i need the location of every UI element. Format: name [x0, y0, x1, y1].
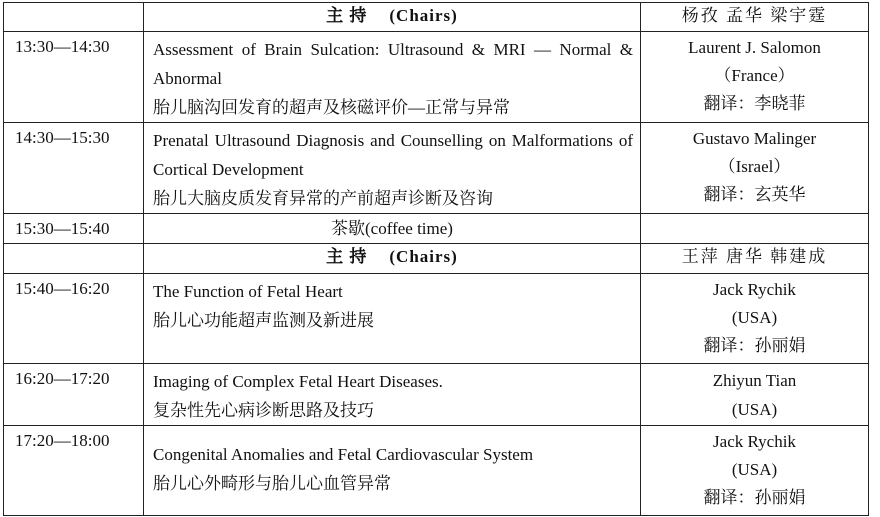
- break-time: 15:30—15:40: [15, 219, 110, 238]
- time-cell: [4, 364, 144, 426]
- break-row: [4, 214, 869, 244]
- speaker-country: （France）: [714, 66, 795, 85]
- speaker-cell: [641, 426, 869, 516]
- speaker-name: Jack Rychik: [713, 432, 796, 451]
- speaker-cell: [641, 274, 869, 364]
- speaker-cell: [641, 32, 869, 123]
- chairs-names: 王萍 唐华 韩建成: [681, 247, 828, 266]
- time-cell-empty: [4, 244, 144, 274]
- speaker-country: (USA): [731, 308, 778, 327]
- session-title-cn: 胎儿大脑皮质发育异常的产前超声诊断及咨询: [153, 189, 493, 208]
- translator: 翻译：孙丽娟: [703, 336, 806, 355]
- topic-cell: [144, 364, 641, 426]
- chairs-label-cn: 主 持: [326, 6, 368, 25]
- speaker-cell: [641, 364, 869, 426]
- time-cell-empty: [4, 3, 144, 32]
- session-row: [4, 274, 869, 364]
- time-cell: [4, 214, 144, 244]
- topic-cell: [144, 32, 641, 123]
- schedule-table: [3, 2, 869, 516]
- topic-cell: [144, 123, 641, 214]
- session-time: 13:30—14:30: [15, 37, 110, 56]
- translator: 翻译：玄英华: [703, 185, 806, 204]
- session-time: 15:40—16:20: [15, 279, 110, 298]
- session-title-en: Congenital Anomalies and Fetal Cardiovascular System: [153, 445, 534, 464]
- session-time: 16:20—17:20: [15, 369, 110, 388]
- speaker-name: Gustavo Malinger: [692, 129, 817, 148]
- speaker-name: Jack Rychik: [713, 280, 796, 299]
- session-title-cn: 胎儿脑沟回发育的超声及核磁评价—正常与异常: [153, 98, 510, 117]
- chairs-names: 杨孜 孟华 梁宇霆: [681, 6, 828, 25]
- speaker-name: Laurent J. Salomon: [688, 38, 821, 57]
- break-label-cell: [144, 214, 641, 244]
- topic-cell: [144, 274, 641, 364]
- session-row: [4, 123, 869, 214]
- translator: 翻译：孙丽娟: [703, 488, 806, 507]
- chairs-label-cell: [144, 244, 641, 274]
- chairs-names-cell: [641, 244, 869, 274]
- session-title-en: Assessment of Brain Sulcation: Ultrasound & MRI — Normal & Abnormal: [153, 40, 633, 88]
- chairs-names-cell: [641, 3, 869, 32]
- chairs-label-en: (Chairs): [389, 6, 458, 25]
- chairs-label-en: (Chairs): [389, 247, 458, 266]
- session-row: [4, 32, 869, 123]
- chairs-row: [4, 3, 869, 32]
- chairs-row: [4, 244, 869, 274]
- speaker-cell-empty: [641, 214, 869, 244]
- translator: 翻译：李晓菲: [703, 94, 806, 113]
- speaker-name: Zhiyun Tian: [712, 371, 797, 390]
- session-title-cn: 胎儿心功能超声监测及新进展: [153, 311, 374, 330]
- speaker-country: (USA): [731, 400, 778, 419]
- topic-cell: [144, 426, 641, 516]
- speaker-country: (USA): [731, 460, 778, 479]
- session-title-cn: 复杂性先心病诊断思路及技巧: [153, 401, 374, 420]
- session-row: [4, 426, 869, 516]
- chairs-label-cn: 主 持: [326, 247, 368, 266]
- time-cell: [4, 274, 144, 364]
- speaker-country: （Israel）: [718, 157, 791, 176]
- session-title-cn: 胎儿心外畸形与胎儿心血管异常: [153, 474, 391, 493]
- time-cell: [4, 426, 144, 516]
- session-title-en: Imaging of Complex Fetal Heart Diseases.: [153, 372, 443, 391]
- session-title-en: The Function of Fetal Heart: [153, 282, 343, 301]
- time-cell: [4, 32, 144, 123]
- session-time: 14:30—15:30: [15, 128, 110, 147]
- speaker-cell: [641, 123, 869, 214]
- session-time: 17:20—18:00: [15, 431, 110, 450]
- break-label: 茶歇(coffee time): [331, 219, 453, 238]
- chairs-label-cell: [144, 3, 641, 32]
- time-cell: [4, 123, 144, 214]
- session-title-en: Prenatal Ultrasound Diagnosis and Counselling on Malformations of Cortical Development: [153, 131, 633, 179]
- session-row: [4, 364, 869, 426]
